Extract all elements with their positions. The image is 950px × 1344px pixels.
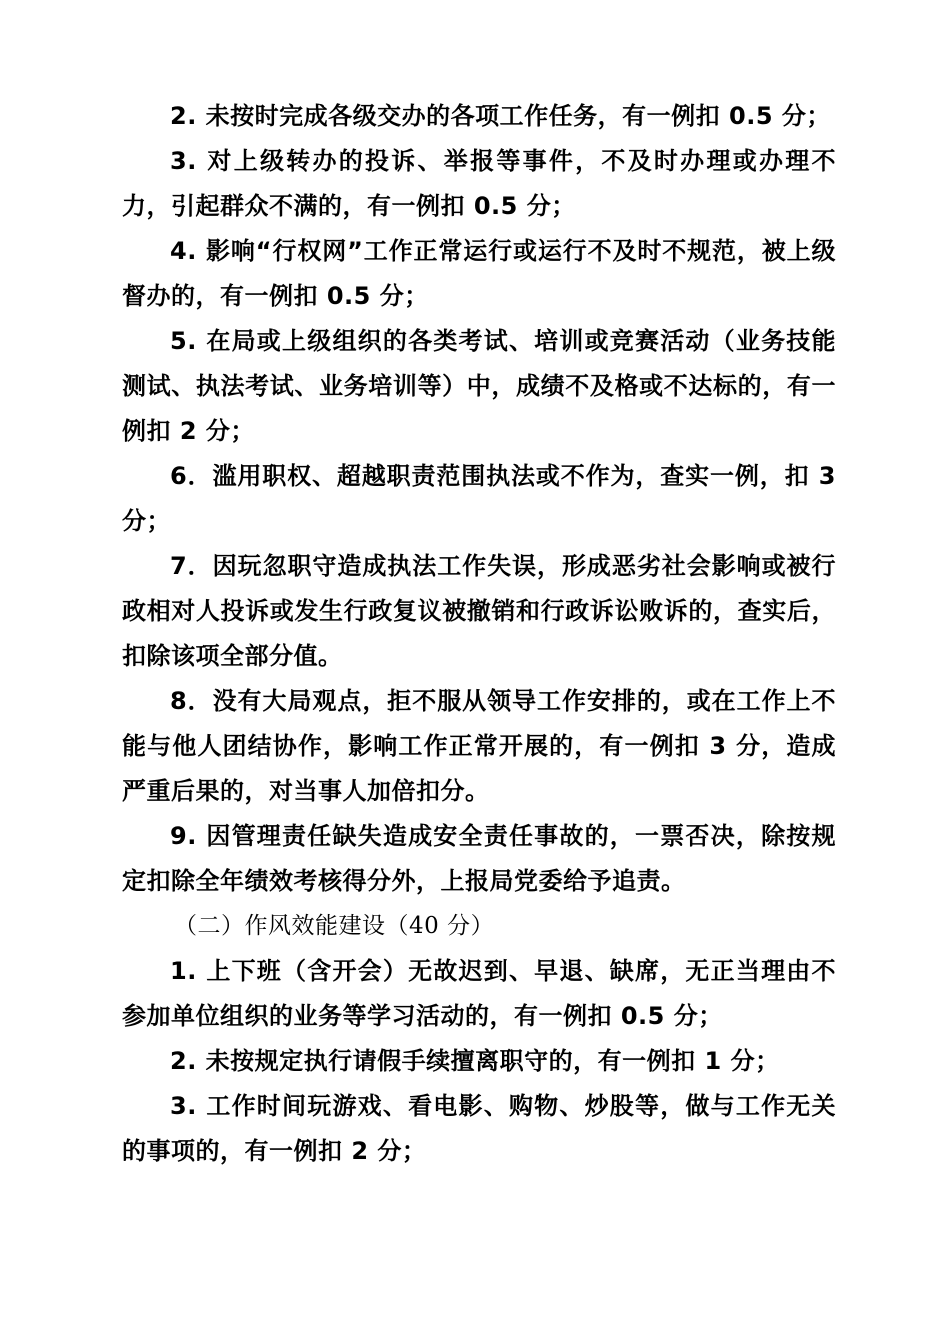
- conduct-item-1: 1. 上下班（含开会）无故迟到、早退、缺席，无正当理由不参加单位组织的业务等学习活动的，有一例扣 0.5 分；: [122, 957, 836, 1030]
- rule-item-3: 3. 对上级转办的投诉、举报等事件，不及时办理或办理不力，引起群众不满的，有一例扣 0.5 分；: [122, 147, 836, 220]
- rule-item-6: 6．滥用职权、超越职责范围执法或不作为，查实一例，扣 3 分；: [122, 462, 836, 535]
- rule-item-9: 9. 因管理责任缺失造成安全责任事故的，一票否决，除按规定扣除全年绩效考核得分外，上报局党委给予追责。: [122, 822, 836, 895]
- rule-item-2: 2. 未按时完成各级交办的各项工作任务，有一例扣 0.5 分；: [170, 102, 831, 130]
- conduct-item-2: 2. 未按规定执行请假手续擅离职守的，有一例扣 1 分；: [170, 1047, 780, 1075]
- rule-item-5: 5. 在局或上级组织的各类考试、培训或竞赛活动（业务技能测试、执法考试、业务培训等）中，成绩不及格或不达标的，有一例扣 2 分；: [122, 327, 836, 445]
- section-heading: （二）作风效能建设（40 分）: [174, 913, 495, 939]
- rule-item-8: 8．没有大局观点，拒不服从领导工作安排的，或在工作上不能与他人团结协作，影响工作正常开展的，有一例扣 3 分，造成严重后果的，对当事人加倍扣分。: [122, 687, 836, 805]
- document-body: [122, 94, 836, 1174]
- rule-item-4: 4. 影响“行权网”工作正常运行或运行不及时不规范，被上级督办的，有一例扣 0.5 分；: [122, 237, 836, 310]
- rule-item-7: 7．因玩忽职守造成执法工作失误，形成恶劣社会影响或被行政相对人投诉或发生行政复议被撤销和行政诉讼败诉的，查实后，扣除该项全部分值。: [122, 552, 836, 670]
- conduct-item-3: 3. 工作时间玩游戏、看电影、购物、炒股等，做与工作无关的事项的，有一例扣 2 分；: [122, 1092, 836, 1165]
